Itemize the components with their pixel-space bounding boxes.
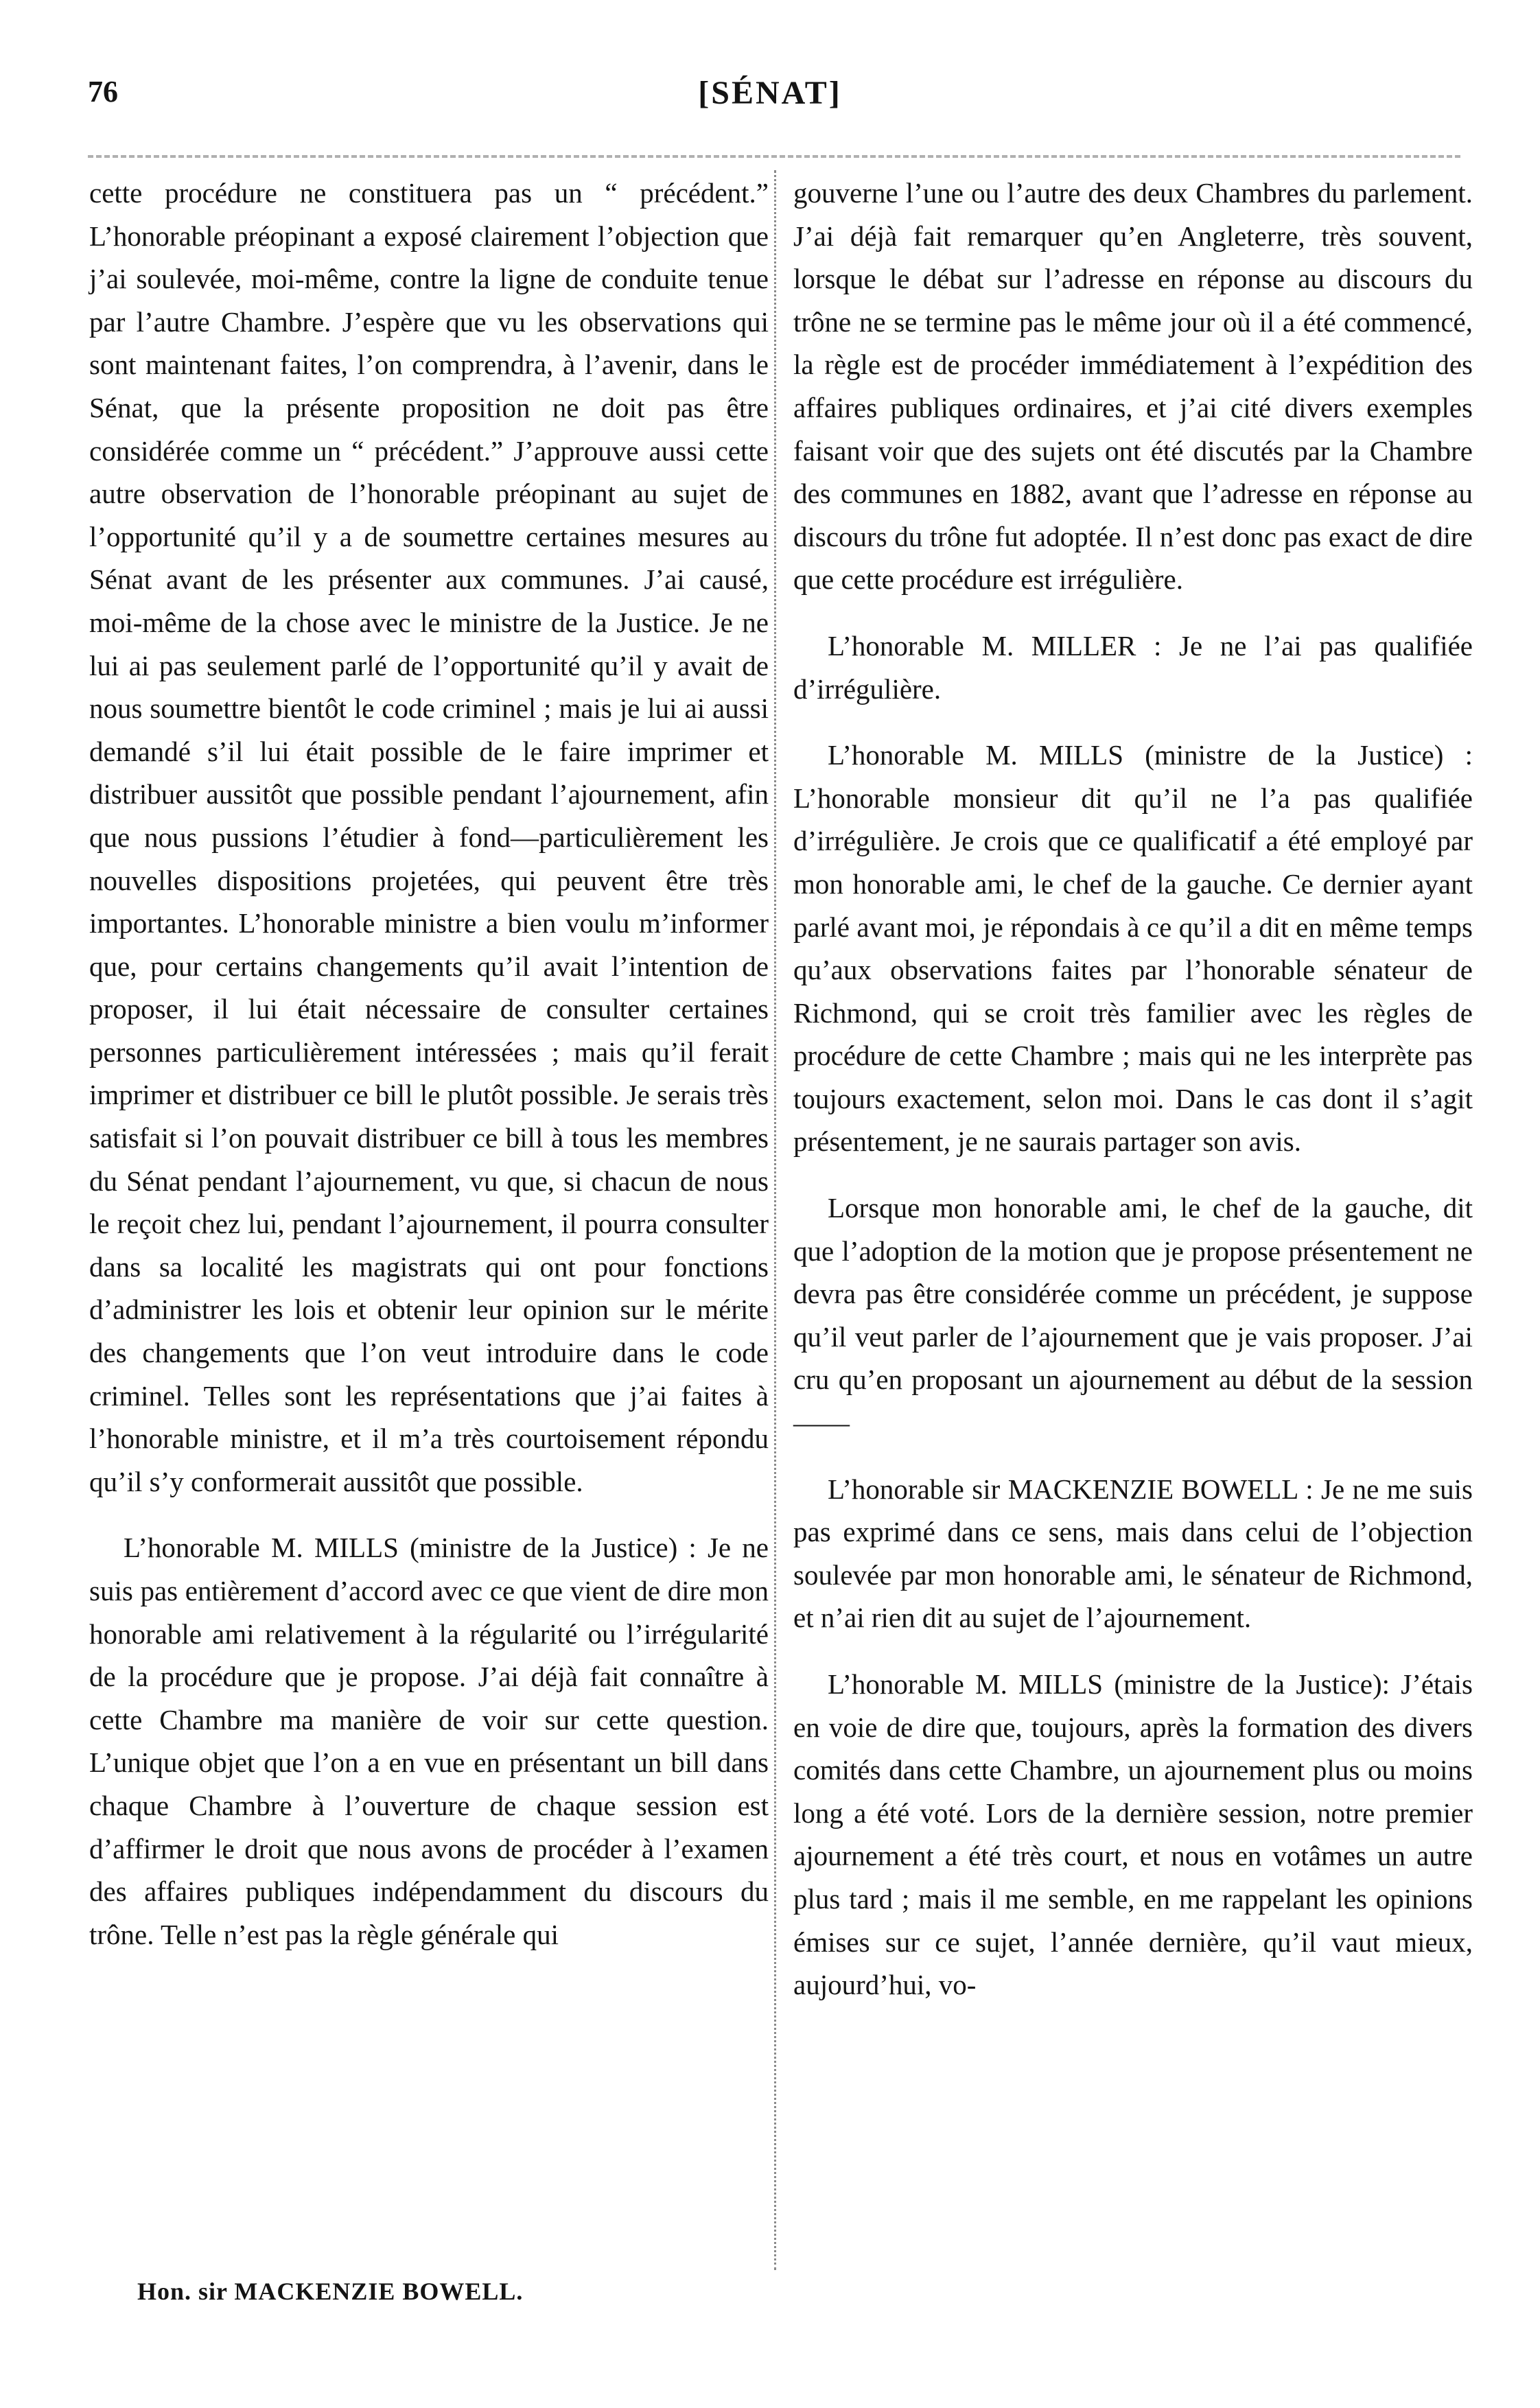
right-paragraph-miller: L’honorable M. MILLER : Je ne l’ai pas qualifiée d’irrégulière.: [793, 629, 1473, 705]
header-rule: [88, 155, 1460, 158]
right-paragraph-continuation: gouverne l’une ou l’autre des deux Chambres du parlement. J’ai déjà fait remarquer qu’en Angleterre, très souvent, lorsque le débat sur l’adresse en réponse au discours du trône ne se termine pas le même jour où il a été commencé, la règle est de procéder immédiatement à l’expédition des affaires publiques ordinaires, et j’ai cité divers exemples faisant voir que des sujets ont été discutés par la Chambre des communes en 1882, avant que l’adresse en réponse au discours du trône fut adoptée. Il n’est donc pas exact de dire que cette procédure est irrégulière.: [793, 177, 1473, 596]
left-column: [89, 172, 769, 1956]
page-number: 76: [88, 75, 118, 108]
right-paragraph-mills-adjournment: Lorsque mon honorable ami, le chef de la gauche, dit que l’adoption de la motion que je propose présentement ne devra pas être considérée comme un précédent, je suppose qu’il veut parler de l’ajournement que je vais proposer. J’ai cru qu’en proposant un ajournement au début de la session——: [793, 1192, 1473, 1439]
right-column: [793, 172, 1473, 2007]
footer-speaker-line: Hon. sir MACKENZIE BOWELL.: [137, 2278, 524, 2305]
left-paragraph-continuation: cette procédure ne constituera pas un “ précédent.” L’honorable préopinant a exposé clairement l’objection que j’ai soulevée, moi-même, contre la ligne de conduite tenue par l’autre Chambre. J’espère que vu les observations qui sont maintenant faites, l’on comprendra, à l’avenir, dans le Sénat, que la présente proposition ne doit pas être considérée comme un “ précédent.” J’approuve aussi cette autre observation de l’honorable préopinant au sujet de l’opportunité qu’il y a de soumettre certaines mesures au Sénat avant de les présenter aux communes. J’ai causé, moi-même de la chose avec le ministre de la Justice. Je ne lui ai pas seulement parlé de l’opportunité qu’il y avait de nous soumettre bientôt le code criminel ; mais je lui ai aussi demandé s’il lui était possible de le faire imprimer et distribuer aussitôt que possible pendant l’ajournement, afin que nous pussions l’étudier à fond—particulièrement les nouvelles dispositions projetées, qui peuvent être très importantes. L’honorable ministre a bien voulu m’informer que, pour certains changements qu’il avait l’intention de proposer, il lui était nécessaire de consulter certaines personnes particulièrement intéressées ; mais qu’il ferait imprimer et distribuer ce bill le plutôt possible. Je serais très satisfait si l’on pouvait distribuer ce bill à tous les membres du Sénat pendant l’ajournement, vu que, si chacun de nous le reçoit chez lui, pendant l’ajournement, il pourra consulter dans sa localité les magistrats qui ont pour fonctions d’administrer les lois et obtenir leur opinion sur le mérite des changements que l’on veut introduire dans le code criminel. Telles sont les représentations que j’ai faites à l’honorable ministre, et il m’a très courtoisement répondu qu’il s’y conformerait aussitôt que possible.: [89, 177, 769, 1497]
right-paragraph-bowell: L’honorable sir MACKENZIE BOWELL : Je ne me suis pas exprimé dans ce sens, mais dans celui de l’objection soulevée par mon honorable ami, le sénateur de Richmond, et n’ai rien dit au sujet de l’ajournement.: [793, 1473, 1473, 1634]
left-paragraph-mills-speech: L’honorable M. MILLS (ministre de la Justice) : Je ne suis pas entièrement d’accord avec ce que vient de dire mon honorable ami relativement à la régularité ou l’irrégularité de la procédure que je propose. J’ai déjà fait connaître à cette Chambre ma manière de voir sur cette question. L’unique objet que l’on a en vue en présentant un bill dans chaque Chambre à l’ouverture de chaque session est d’affirmer le droit que nous avons de procéder à l’examen des affaires publiques indépendamment du discours du trône. Telle n’est pas la règle générale qui: [89, 1532, 769, 1950]
right-paragraph-mills-reply: L’honorable M. MILLS (ministre de la Justice) : L’honorable monsieur dit qu’il ne l’a pas qualifiée d’irrégulière. Je crois que ce qualificatif a été employé par mon honorable ami, le chef de la gauche. Ce dernier ayant parlé avant moi, je répondais à ce qu’il a dit en même temps qu’aux observations faites par l’honorable sénateur de Richmond, qui se croit très familier avec les règles de procédure de cette Chambre ; mais qui ne les interprète pas toujours exactement, selon moi. Dans le cas dont il s’agit présentement, je ne saurais partager son avis.: [793, 739, 1473, 1158]
column-divider: [774, 170, 776, 2270]
running-head: [SÉNAT]: [698, 75, 842, 111]
right-paragraph-mills-committees: L’honorable M. MILLS (ministre de la Justice): J’étais en voie de dire que, toujours, après la formation des divers comités dans cette Chambre, un ajournement plus ou moins long a été voté. Lors de la dernière session, notre premier ajournement a été très court, et nous en votâmes un autre plus tard ; mais il me semble, en me rappelant les opinions émises sur ce sujet, l’année dernière, qu’il vaut mieux, aujourd’hui, vo-: [793, 1668, 1473, 2001]
